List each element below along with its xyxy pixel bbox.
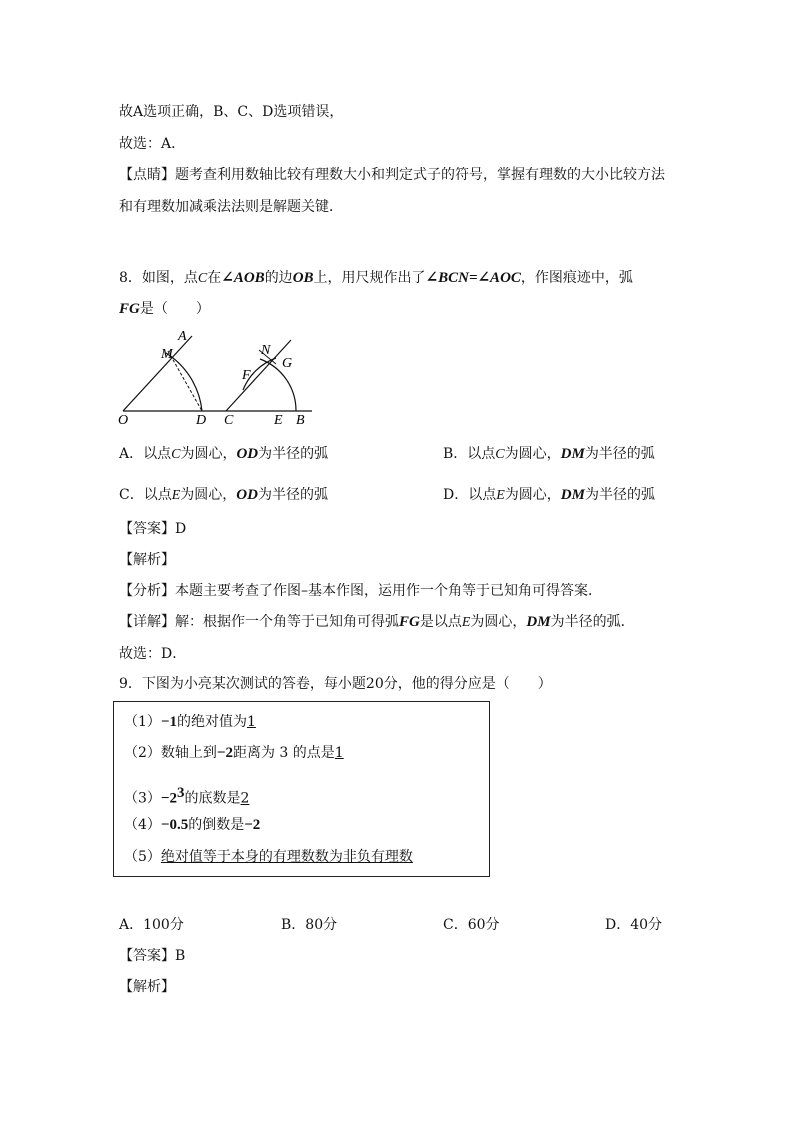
label-n: N bbox=[261, 343, 271, 358]
label-a: A bbox=[178, 329, 187, 344]
fenxi-tag: 【分析】 bbox=[119, 583, 175, 599]
option-point: C bbox=[171, 447, 181, 462]
item-text: 的倒数是 bbox=[188, 817, 245, 833]
q9-option-c[interactable]: C．60分 bbox=[443, 917, 500, 933]
q8-text: 在 bbox=[207, 270, 222, 286]
segment-ob: OB bbox=[292, 270, 314, 286]
ray-cn bbox=[226, 340, 291, 411]
answer-value: B bbox=[175, 948, 186, 964]
text-line: 和有理数加减乘法法则是解题关键． bbox=[119, 199, 343, 215]
segment-dm-dashed bbox=[168, 351, 202, 411]
option-text: 为半径的弧 bbox=[257, 487, 328, 503]
item-expr: −2 bbox=[216, 745, 233, 761]
angle-equation: ∠BCN=∠AOC bbox=[425, 270, 521, 286]
q8-option-a[interactable] bbox=[119, 444, 328, 465]
q8-analysis-tag: 【解析】 bbox=[119, 552, 175, 568]
label-c: C bbox=[224, 413, 234, 428]
answer-tag: 【答案】 bbox=[119, 948, 175, 964]
q8-option-b[interactable] bbox=[443, 444, 655, 465]
q8-fenxi bbox=[119, 581, 602, 601]
q8-xiangjie bbox=[119, 612, 635, 633]
option-segment: OD bbox=[236, 487, 258, 503]
item-expr: −2 bbox=[160, 790, 177, 807]
item-text: 数轴上到 bbox=[160, 745, 217, 761]
q9-option-a[interactable]: A．100分 bbox=[119, 917, 184, 933]
q9-item-2 bbox=[124, 743, 344, 763]
q9-option-b[interactable]: B．80分 bbox=[281, 917, 338, 933]
option-segment: DM bbox=[560, 487, 585, 503]
item-text: 距离为 3 的点是 bbox=[232, 745, 335, 761]
option-text: 为半径的弧 bbox=[584, 446, 655, 462]
item-text: 的绝对值为 bbox=[176, 714, 247, 730]
q8-figure bbox=[116, 326, 316, 428]
xiangjie-text: 解：根据作一个角等于已知角可得弧 bbox=[175, 614, 399, 630]
text-line: 故A选项正确，B、C、D选项错误， bbox=[119, 104, 344, 120]
q8-choose: 故选：D． bbox=[119, 646, 187, 662]
label-m: M bbox=[161, 347, 173, 362]
option-text: B．以点 bbox=[443, 446, 496, 462]
option-segment: OD bbox=[236, 446, 259, 462]
q8-option-d[interactable] bbox=[443, 485, 655, 506]
q9-analysis-tag: 【解析】 bbox=[119, 979, 175, 995]
q9-answer bbox=[119, 946, 185, 966]
option-segment: DM bbox=[560, 446, 585, 462]
q8-stem-line2 bbox=[119, 299, 210, 319]
q8-text: ，作图痕迹中，弧 bbox=[520, 270, 633, 286]
item-answer: 1 bbox=[246, 714, 256, 730]
q8-text: 上，用尺规作出了 bbox=[313, 270, 426, 286]
q9-stem: 9．下图为小亮某次测试的答卷，每小题20分，他的得分应是（ ） bbox=[119, 676, 552, 692]
q8-answer bbox=[119, 519, 186, 539]
xiangjie-tag: 【详解】 bbox=[119, 614, 175, 630]
q9-item-5 bbox=[124, 847, 413, 867]
q9-item-1 bbox=[124, 712, 256, 732]
q8-text: 的边 bbox=[264, 270, 293, 286]
q8-stem bbox=[119, 268, 633, 289]
label-d: D bbox=[196, 413, 207, 428]
option-point: C bbox=[495, 447, 505, 462]
item-expr: −1 bbox=[160, 714, 177, 730]
dianjing-paragraph bbox=[119, 165, 665, 185]
point-e: E bbox=[461, 615, 471, 630]
option-text: 为半径的弧 bbox=[584, 487, 655, 503]
item-answer: 非负有理数 bbox=[342, 849, 413, 865]
item-text: 绝对值等于本身的有理数数为 bbox=[160, 849, 343, 865]
item-answer: 1 bbox=[334, 745, 344, 761]
option-point: E bbox=[171, 488, 181, 503]
label-e: E bbox=[274, 413, 283, 428]
q8-text: 是（ ） bbox=[139, 301, 210, 317]
q9-option-d[interactable]: D．40分 bbox=[605, 917, 663, 933]
item-expr: −0.5 bbox=[160, 817, 189, 833]
q8-text: 8．如图，点 bbox=[119, 270, 198, 286]
label-g: G bbox=[282, 356, 293, 371]
ray-oa bbox=[123, 336, 192, 411]
option-text: C．以点 bbox=[119, 487, 172, 503]
text-line: 故选：A． bbox=[119, 136, 186, 152]
option-text: 为半径的弧 bbox=[258, 446, 329, 462]
label-o: O bbox=[118, 413, 129, 428]
item-number: （3） bbox=[124, 790, 161, 807]
option-point: E bbox=[496, 488, 505, 503]
item-text: 的底数是 bbox=[184, 790, 241, 807]
option-text: 为圆心， bbox=[180, 446, 237, 462]
xiangjie-text: 为半径的弧． bbox=[550, 614, 635, 630]
label-b: B bbox=[296, 413, 305, 428]
q9-item-4 bbox=[124, 815, 260, 835]
arc-fg: FG bbox=[119, 301, 140, 317]
option-text: 为圆心， bbox=[180, 487, 237, 503]
option-text: A．以点 bbox=[119, 446, 172, 462]
answer-value: D bbox=[175, 521, 187, 537]
point-c: C bbox=[197, 271, 208, 286]
arc-fg: FG bbox=[399, 614, 420, 630]
fenxi-text: 本题主要考查了作图–基本作图，运用作一个角等于已知角可得答案． bbox=[175, 583, 602, 599]
item-number: （4） bbox=[124, 817, 161, 833]
label-f: F bbox=[242, 368, 251, 383]
answer-tag: 【答案】 bbox=[119, 521, 175, 537]
option-text: 为圆心， bbox=[504, 446, 561, 462]
option-text: 为圆心， bbox=[504, 487, 561, 503]
item-number: （1） bbox=[124, 714, 161, 730]
item-answer: −2 bbox=[244, 817, 261, 833]
xiangjie-text: 是以点 bbox=[419, 614, 462, 630]
item-number: （2） bbox=[124, 745, 161, 761]
xiangjie-text: 为圆心， bbox=[470, 614, 527, 630]
option-text: D．以点 bbox=[443, 487, 497, 503]
dianjing-text: 题考查利用数轴比较有理数大小和判定式子的符号，掌握有理数的大小比较方法 bbox=[175, 167, 665, 183]
item-number: （5） bbox=[124, 849, 161, 865]
segment-dm: DM bbox=[526, 614, 551, 630]
angle-aob: ∠AOB bbox=[221, 270, 265, 286]
q8-option-c[interactable] bbox=[119, 485, 328, 506]
item-exponent: 3 bbox=[176, 785, 185, 801]
dianjing-tag: 【点睛】 bbox=[119, 167, 175, 183]
item-answer: 2 bbox=[240, 790, 250, 807]
q9-item-3 bbox=[124, 783, 249, 809]
